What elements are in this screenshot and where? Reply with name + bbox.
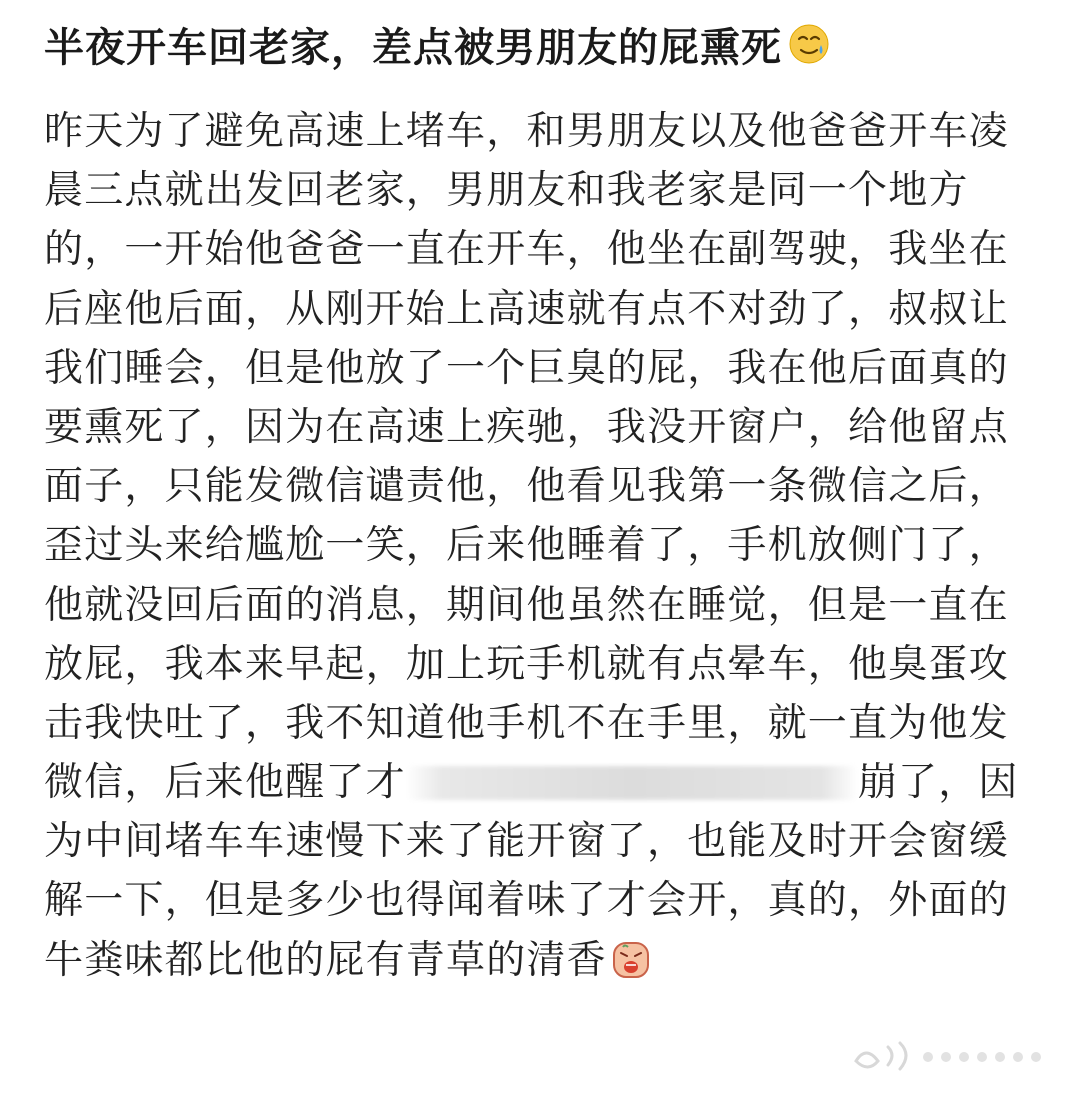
body-line: 击我快吐了，我不知道他手机不在手里，就一直为他发 — [44, 700, 1009, 746]
body-line: 的，一开始他爸爸一直在开车，他坐在副驾驶，我坐在 — [44, 227, 1009, 273]
blurred-line-before: 微信，后来他醒了才 — [44, 760, 406, 806]
watermark-icon — [848, 1031, 1058, 1079]
body-line-last — [44, 931, 1034, 990]
body-line-blurred — [44, 753, 1034, 812]
body-line: 昨天为了避免高速上堵车，和男朋友以及他爸爸开车凌 — [44, 109, 1009, 154]
post-body — [44, 102, 1034, 990]
body-line: 歪过头来给尴尬一笑，后来他睡着了，手机放侧门了， — [44, 523, 1009, 569]
blurred-line-after: 崩了，因 — [857, 760, 1019, 806]
body-line: 后座他后面，从刚开始上高速就有点不对劲了，叔叔让 — [44, 286, 1009, 332]
body-line: 放屁，我本来早起，加上玩手机就有点晕车，他臭蛋攻 — [44, 641, 1009, 687]
body-line: 我们睡会，但是他放了一个巨臭的屁，我在他后面真的 — [44, 345, 1009, 391]
body-line: 他就没回后面的消息，期间他虽然在睡觉，但是一直在 — [44, 582, 1009, 628]
body-line: 解一下，但是多少也得闻着味了才会开，真的，外面的 — [44, 878, 1009, 924]
crying-smile-emoji-icon — [788, 23, 830, 65]
title-row — [44, 16, 830, 72]
last-line-text: 牛粪味都比他的屁有青草的清香 — [44, 937, 607, 983]
body-line: 要熏死了，因为在高速上疾驰，我没开窗户，给他留点 — [44, 404, 1009, 450]
post-title: 半夜开车回老家，差点被男朋友的屁熏死 — [44, 24, 782, 71]
body-line: 为中间堵车车速慢下来了能开窗了，也能及时开会窗缓 — [44, 819, 1009, 865]
body-line: 晨三点就出发回老家，男朋友和我老家是同一个地方 — [44, 168, 969, 214]
redacted-blur — [406, 766, 858, 800]
body-line: 面子，只能发微信谴责他，他看见我第一条微信之后， — [44, 464, 1009, 510]
sick-face-emoji-icon — [611, 940, 651, 980]
